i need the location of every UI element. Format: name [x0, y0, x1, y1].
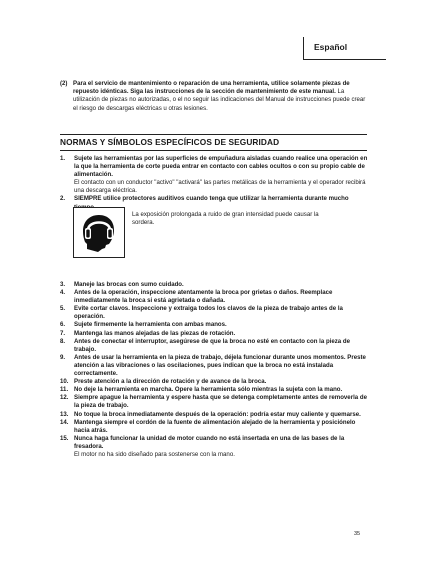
item-text: Mantenga siempre el cordón de la fuente de alimentación alejado de la herramienta y posiciónelo hacia atrás. — [74, 418, 356, 434]
list-item — [60, 378, 370, 386]
item-number: 14. — [60, 418, 69, 426]
item-number: 3. — [60, 281, 66, 288]
item-number: 13. — [60, 410, 69, 418]
list-item — [60, 394, 370, 410]
item-text: No deje la herramienta en marcha. Opere la herramienta sólo mientras la sujeta con la mano. — [74, 386, 343, 394]
item-number: 11. — [60, 386, 69, 394]
noise-warning-text: La exposición prolongada a ruido de gran intensidad puede causar la sordera. — [132, 211, 319, 227]
item-number: 4. — [60, 289, 66, 297]
list-item — [60, 435, 370, 459]
item-note: El motor no ha sido diseñado para sostenerse con la mano. — [74, 450, 235, 458]
item-number: 8. — [60, 337, 66, 345]
list-item — [60, 354, 370, 378]
ear-protection-graphic — [74, 208, 124, 257]
item-note: El contacto con un conductor "activo" "activará" las partes metálicas de la herramienta y el operador recibirá una descarga eléctrica. — [74, 179, 366, 195]
item-text: SIEMPRE utilice protectores auditivos cuando tenga que utilizar la herramienta durante mucho — [74, 195, 349, 203]
safety-list-top — [60, 155, 370, 212]
item-number: 1. — [60, 155, 66, 162]
item-text: Antes de usar la herramienta en la pieza de trabajo, déjela funcionar durante unos momentos. Preste atención a las vibraciones o las oscilaciones, pues indican que la broca no está instalada correctamente. — [74, 353, 366, 378]
item-text: Antes de la operación, inspeccione atentamente la broca por grietas o daños. Reemplace inmediatamente la broca si está agrietada o dañada. — [74, 289, 333, 305]
section-rule-top — [60, 134, 367, 135]
list-item — [60, 289, 370, 305]
item-number: 10. — [60, 378, 69, 386]
section-rule-bottom — [60, 150, 367, 151]
list-item — [60, 321, 370, 329]
item-number: 5. — [60, 305, 66, 313]
list-item — [60, 386, 370, 394]
list-item — [60, 330, 370, 338]
item-text: Sujete firmemente la herramienta con ambas manos. — [74, 321, 227, 329]
list-item — [60, 419, 370, 435]
section-title: NORMAS Y SÍMBOLOS ESPECÍFICOS DE SEGURIDAD — [60, 137, 280, 147]
item-number: 15. — [60, 434, 69, 442]
item-text: Nunca haga funcionar la unidad de motor cuando no está insertada en una de las bases de la fresadora. — [74, 434, 345, 450]
language-label: Español — [314, 42, 348, 52]
safety-list-bottom — [60, 281, 370, 459]
item-number: 9. — [60, 353, 66, 361]
item-number: 12. — [60, 394, 69, 402]
item-text: Antes de conectar el interruptor, asegúrese de que la broca no esté en contacto con la pieza de trabajo. — [74, 337, 350, 353]
intro-number: (2) — [60, 80, 68, 87]
item-text: Mantenga las manos alejadas de las piezas de rotación. — [74, 329, 236, 337]
list-item — [60, 338, 370, 354]
item-text: Preste atención a la dirección de rotación y de avance de la broca. — [74, 378, 267, 386]
language-tab — [303, 37, 386, 60]
list-item — [60, 155, 370, 195]
item-number: 6. — [60, 321, 66, 329]
intro-bold-text: Para el servicio de mantenimiento o reparación de una herramienta, utilice solamente piezas de repuesto idénticas. Siga las instrucciones de la sección de mantenimiento de este manual. — [73, 80, 350, 96]
item-text: Sujete las herramientas por las superficies de empuñadura aisladas cuando realice una operación en la que la herramienta de corte pueda entrar en contacto con cables ocultos o con su propio cable de alimentación. — [74, 155, 368, 179]
item-text: No toque la broca inmediatamente después de la operación: podría estar muy caliente y quemarse. — [74, 410, 361, 418]
list-item — [60, 305, 370, 321]
list-item — [60, 411, 370, 419]
item-text: Maneje las brocas con sumo cuidado. — [74, 281, 184, 288]
item-number: 7. — [60, 329, 66, 337]
page-number: 35 — [354, 531, 361, 537]
intro-normal-text: La utilización de piezas no autorizadas, o el no seguir las indicaciones del Manual de instrucciones puede crear el riesgo de descargas eléctricas u otras lesiones. — [73, 88, 366, 112]
item-text: Evite cortar clavos. Inspeccione y extraiga todos los clavos de la pieza de trabajo antes de la operación. — [74, 305, 343, 321]
ear-protection-icon — [73, 207, 125, 258]
list-item — [60, 281, 370, 289]
item-number: 2. — [60, 195, 66, 203]
intro-paragraph — [60, 80, 370, 113]
item-text: Siempre apague la herramienta y espere hasta que se detenga completamente antes de removerla de la pieza de trabajo. — [74, 394, 367, 410]
